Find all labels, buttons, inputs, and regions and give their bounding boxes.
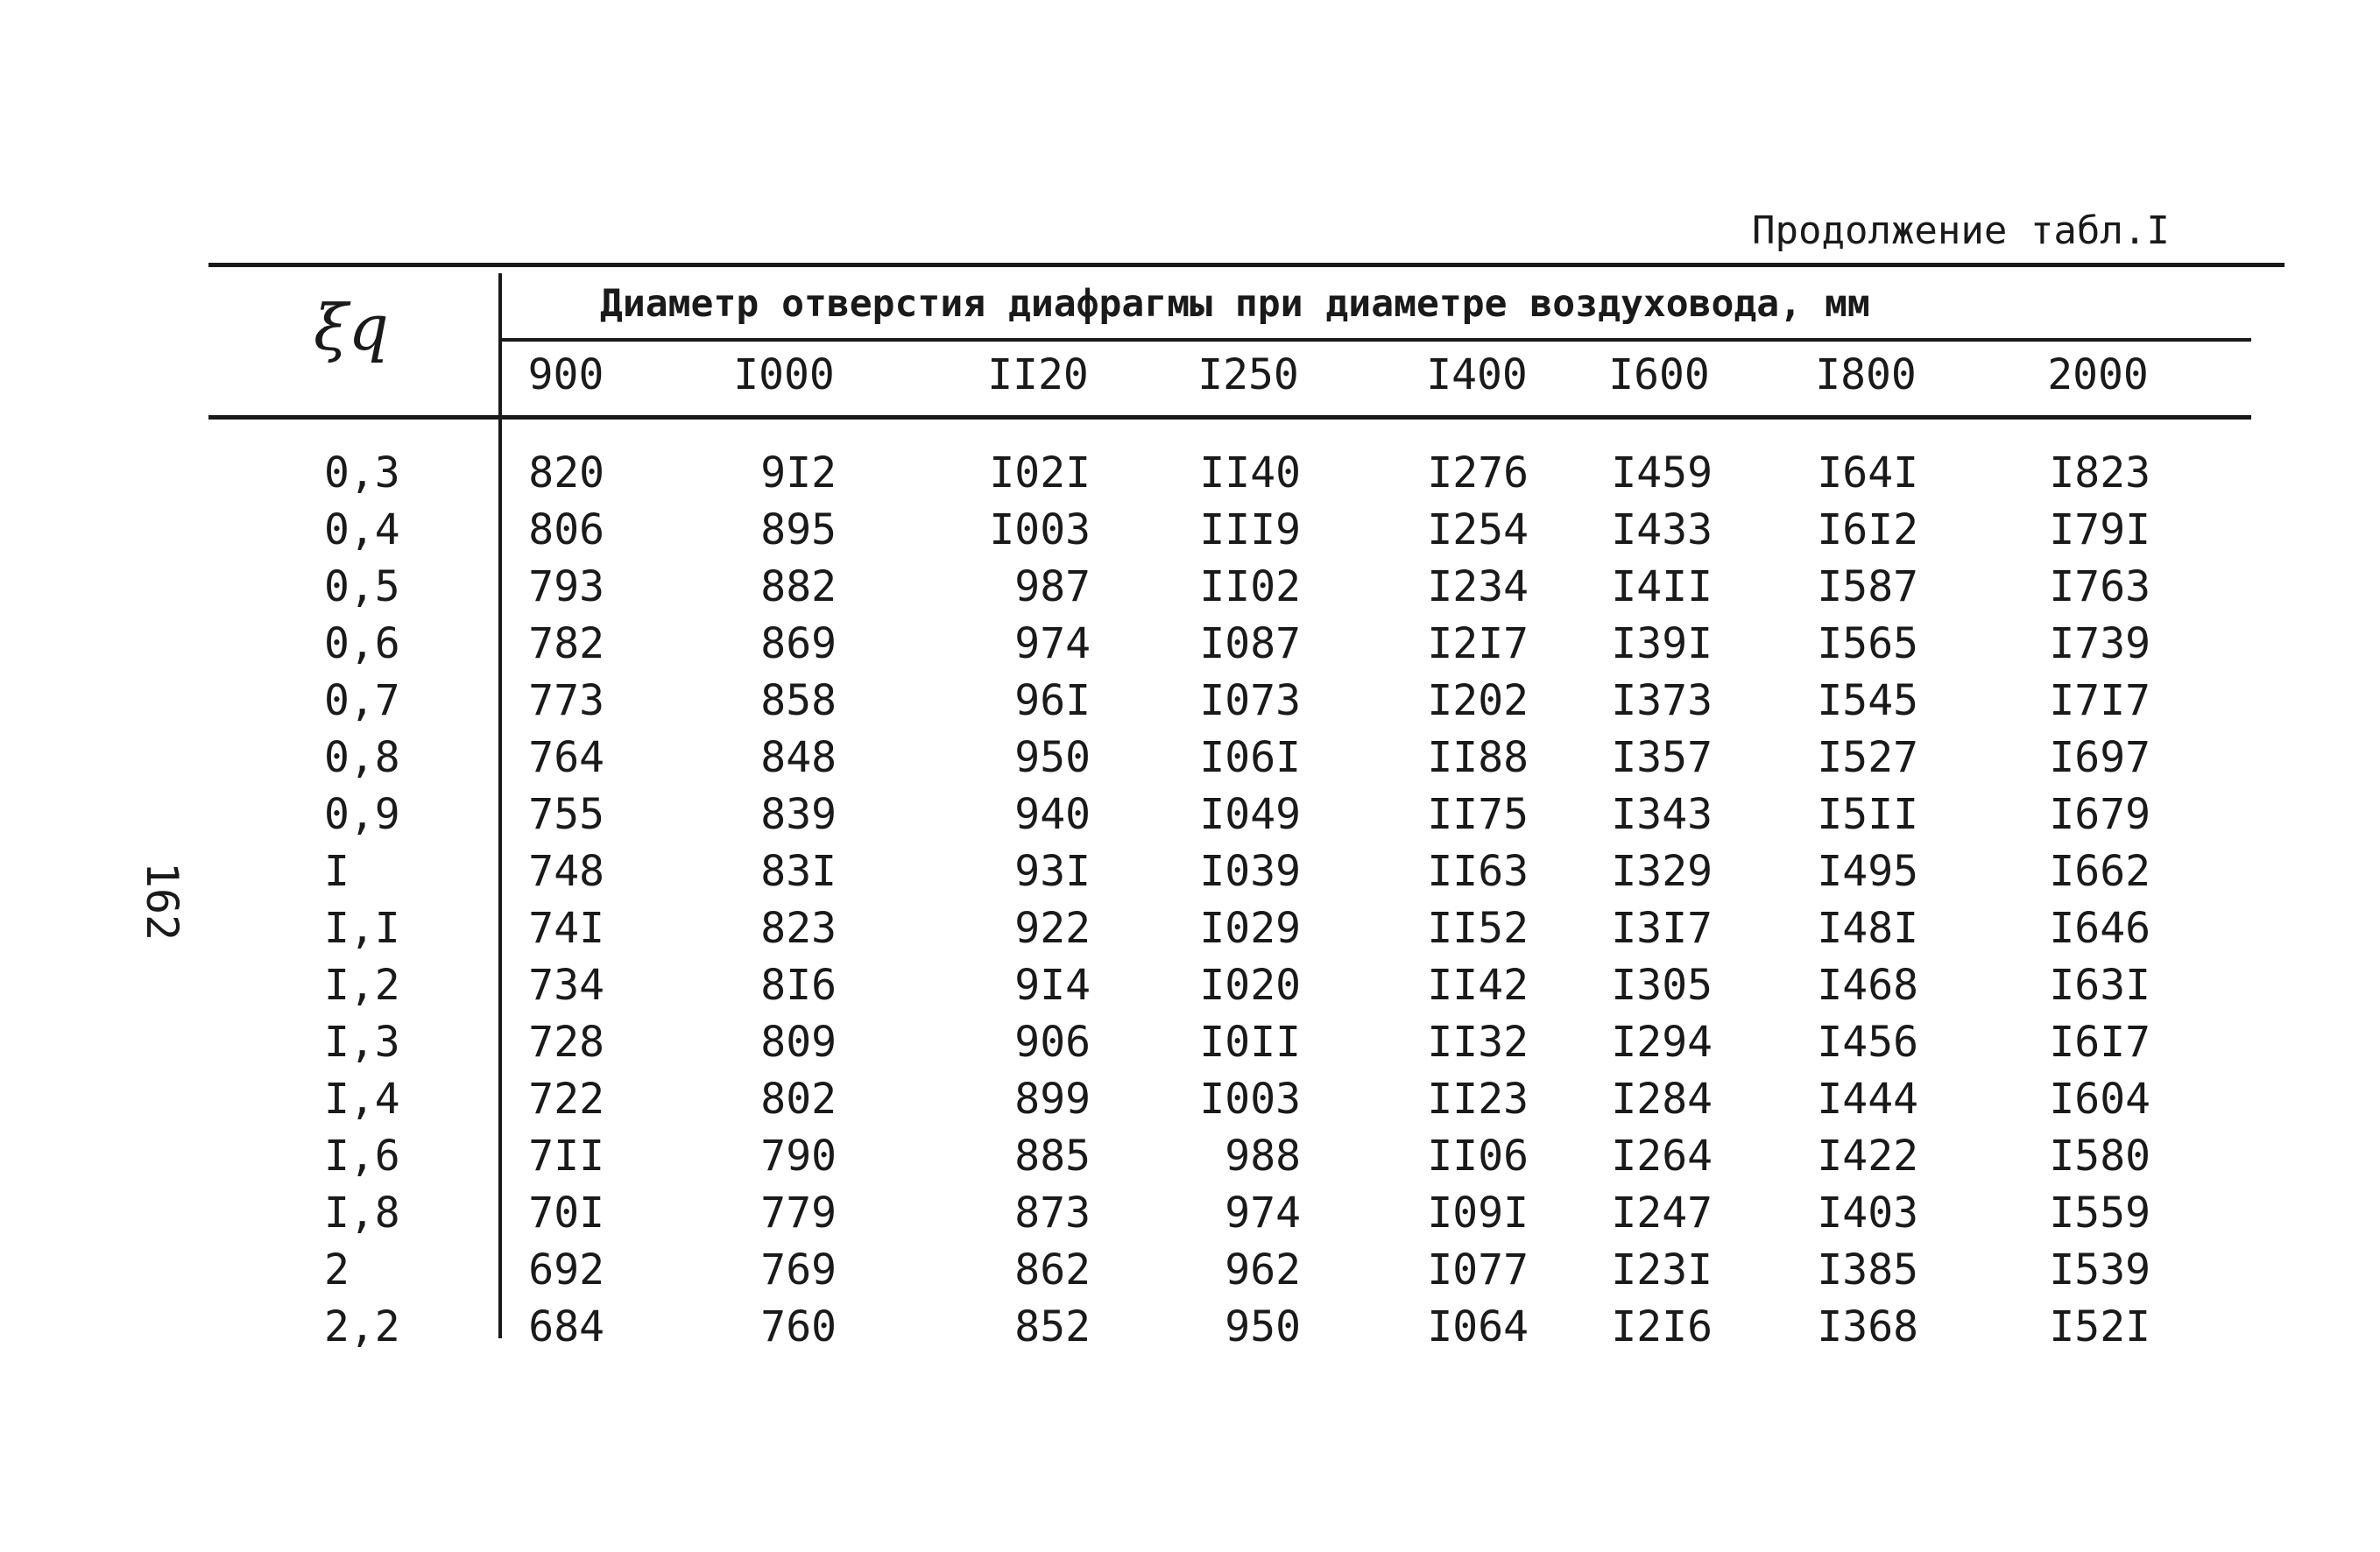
table-cell: I3I7 [1611, 904, 1713, 953]
row-key: 2 [324, 1245, 350, 1295]
table-cell: 8I6 [760, 961, 837, 1010]
row-key: I,3 [324, 1018, 400, 1067]
table-cell: 773 [528, 676, 604, 725]
table-cell: 790 [760, 1132, 837, 1181]
table-cell: I064 [1427, 1302, 1529, 1351]
table-cell: 93I [1014, 847, 1091, 896]
table-row [0, 1301, 2380, 1353]
table-cell: II02 [1199, 562, 1301, 611]
table-cell: 862 [1014, 1245, 1091, 1295]
table-cell: I06I [1199, 733, 1301, 782]
table-cell: 906 [1014, 1018, 1091, 1067]
table-cell: I662 [2049, 847, 2150, 896]
column-header: II20 [987, 350, 1089, 399]
table-cell: I52I [2049, 1302, 2150, 1351]
table-cell: I587 [1817, 562, 1918, 611]
table-cell: I39I [1611, 619, 1713, 668]
table-cell: I234 [1427, 562, 1529, 611]
column-header: I600 [1608, 350, 1710, 399]
table-cell: 869 [760, 619, 837, 668]
table-cell: I495 [1817, 847, 1918, 896]
table-cell: I202 [1427, 676, 1529, 725]
table-cell: II32 [1427, 1018, 1529, 1067]
table-cell: I077 [1427, 1245, 1529, 1295]
table-cell: I357 [1611, 733, 1713, 782]
spanning-header: Диаметр отверстия диафрагмы при диаметре воздуховода, мм [600, 282, 1870, 326]
table-cell: I64I [1817, 448, 1918, 497]
table-cell: 760 [760, 1302, 837, 1351]
table-row [0, 1073, 2380, 1125]
column-header: 900 [527, 350, 604, 399]
table-cell: 950 [1225, 1302, 1301, 1351]
table-cell: I459 [1611, 448, 1713, 497]
header-bottom-rule [208, 415, 2251, 420]
table-row [0, 788, 2380, 841]
table-cell: I073 [1199, 676, 1301, 725]
table-cell: 9I4 [1014, 961, 1091, 1010]
table-cell: II40 [1199, 448, 1301, 497]
table-cell: I559 [2049, 1189, 2150, 1238]
table-cell: 793 [528, 562, 604, 611]
table-cell: I433 [1611, 505, 1713, 554]
table-cell: I003 [989, 505, 1091, 554]
table-cell: 974 [1014, 619, 1091, 668]
table-cell: I580 [2049, 1132, 2150, 1181]
table-cell: I247 [1611, 1189, 1713, 1238]
table-cell: 755 [528, 790, 604, 839]
table-cell: I049 [1199, 790, 1301, 839]
table-cell: II23 [1427, 1075, 1529, 1124]
table-cell: 940 [1014, 790, 1091, 839]
table-cell: I79I [2049, 505, 2150, 554]
table-cell: I385 [1817, 1245, 1918, 1295]
table-row [0, 1016, 2380, 1069]
table-cell: I029 [1199, 904, 1301, 953]
table-cell: II88 [1427, 733, 1529, 782]
header-divider-rule [501, 338, 2251, 342]
table-row [0, 617, 2380, 670]
table-cell: I697 [2049, 733, 2150, 782]
table-cell: I444 [1817, 1075, 1918, 1124]
table-cell: I284 [1611, 1075, 1713, 1124]
table-row [0, 959, 2380, 1012]
table-cell: 848 [760, 733, 837, 782]
table-cell: 839 [760, 790, 837, 839]
table-cell: I403 [1817, 1189, 1918, 1238]
table-cell: 802 [760, 1075, 837, 1124]
column-header: I400 [1426, 350, 1528, 399]
row-key: 0,3 [324, 448, 400, 497]
table-cell: 728 [528, 1018, 604, 1067]
table-cell: 684 [528, 1302, 604, 1351]
table-cell: II75 [1427, 790, 1529, 839]
continuation-label: Продолжение табл.I [1752, 208, 2170, 253]
table-cell: II63 [1427, 847, 1529, 896]
table-cell: I5II [1817, 790, 1918, 839]
table-cell: I294 [1611, 1018, 1713, 1067]
table-cell: 7II [528, 1132, 604, 1181]
table-cell: 74I [528, 904, 604, 953]
table-cell: I539 [2049, 1245, 2150, 1295]
page-number: 162 [137, 861, 188, 942]
table-cell: I020 [1199, 961, 1301, 1010]
row-key: I,I [324, 904, 400, 953]
row-key: I [324, 847, 350, 896]
table-cell: I63I [2049, 961, 2150, 1010]
table-cell: I2I6 [1611, 1302, 1713, 1351]
table-cell: I646 [2049, 904, 2150, 953]
table-cell: 83I [760, 847, 837, 896]
table-row [0, 1130, 2380, 1182]
table-cell: I468 [1817, 961, 1918, 1010]
table-cell: I422 [1817, 1132, 1918, 1181]
table-cell: III9 [1199, 505, 1301, 554]
column-header: I250 [1197, 350, 1299, 399]
table-cell: I305 [1611, 961, 1713, 1010]
table-cell: I6I2 [1817, 505, 1918, 554]
table-cell: I545 [1817, 676, 1918, 725]
column-header: 2000 [2047, 350, 2149, 399]
table-cell: I48I [1817, 904, 1918, 953]
table-cell: I7I7 [2049, 676, 2150, 725]
table-cell: 988 [1225, 1132, 1301, 1181]
table-cell: I604 [2049, 1075, 2150, 1124]
table-cell: 748 [528, 847, 604, 896]
table-cell: I823 [2049, 448, 2150, 497]
row-key: 2,2 [324, 1302, 400, 1351]
table-cell: 858 [760, 676, 837, 725]
table-row [0, 845, 2380, 898]
table-cell: I087 [1199, 619, 1301, 668]
table-cell: I565 [1817, 619, 1918, 668]
row-key: I,4 [324, 1075, 400, 1124]
row-key: I,6 [324, 1132, 400, 1181]
table-cell: II52 [1427, 904, 1529, 953]
table-cell: 922 [1014, 904, 1091, 953]
table-cell: 974 [1225, 1189, 1301, 1238]
table-row [0, 902, 2380, 955]
table-cell: I264 [1611, 1132, 1713, 1181]
table-cell: I4II [1611, 562, 1713, 611]
table-cell: I679 [2049, 790, 2150, 839]
row-key: I,8 [324, 1189, 400, 1238]
table-cell: I6I7 [2049, 1018, 2150, 1067]
table-cell: I276 [1427, 448, 1529, 497]
table-cell: 962 [1225, 1245, 1301, 1295]
table-cell: 809 [760, 1018, 837, 1067]
table-cell: 823 [760, 904, 837, 953]
table-cell: I2I7 [1427, 619, 1529, 668]
table-cell: 70I [528, 1189, 604, 1238]
table-cell: 692 [528, 1245, 604, 1295]
table-cell: 96I [1014, 676, 1091, 725]
table-cell: I039 [1199, 847, 1301, 896]
table-cell: 885 [1014, 1132, 1091, 1181]
table-cell: 722 [528, 1075, 604, 1124]
table-cell: I02I [989, 448, 1091, 497]
table-cell: I343 [1611, 790, 1713, 839]
table-top-rule [208, 263, 2285, 267]
row-key: 0,9 [324, 790, 400, 839]
table-cell: I373 [1611, 676, 1713, 725]
table-cell: 882 [760, 562, 837, 611]
table-cell: I456 [1817, 1018, 1918, 1067]
table-row [0, 1187, 2380, 1239]
table-cell: I254 [1427, 505, 1529, 554]
table-cell: 9I2 [760, 448, 837, 497]
table-row [0, 504, 2380, 556]
table-cell: II06 [1427, 1132, 1529, 1181]
table-cell: I329 [1611, 847, 1713, 896]
table-cell: 987 [1014, 562, 1091, 611]
table-cell: I0II [1199, 1018, 1301, 1067]
table-cell: 873 [1014, 1189, 1091, 1238]
table-row [0, 561, 2380, 613]
table-row [0, 674, 2380, 727]
table-cell: I23I [1611, 1245, 1713, 1295]
row-key: 0,4 [324, 505, 400, 554]
table-cell: I763 [2049, 562, 2150, 611]
table-cell: 806 [528, 505, 604, 554]
table-cell: 899 [1014, 1075, 1091, 1124]
table-cell: 734 [528, 961, 604, 1010]
table-cell: 764 [528, 733, 604, 782]
table-cell: I09I [1427, 1189, 1529, 1238]
table-cell: I739 [2049, 619, 2150, 668]
row-key: 0,6 [324, 619, 400, 668]
table-cell: 852 [1014, 1302, 1091, 1351]
row-key: I,2 [324, 961, 400, 1010]
table-cell: 950 [1014, 733, 1091, 782]
table-cell: 782 [528, 619, 604, 668]
row-header-symbol: ξq [314, 291, 389, 364]
row-key: 0,8 [324, 733, 400, 782]
column-header: I000 [733, 350, 835, 399]
table-cell: 769 [760, 1245, 837, 1295]
table-row [0, 447, 2380, 499]
table-cell: 895 [760, 505, 837, 554]
table-row [0, 731, 2380, 784]
row-key: 0,5 [324, 562, 400, 611]
table-cell: II42 [1427, 961, 1529, 1010]
table-cell: I003 [1199, 1075, 1301, 1124]
table-cell: 820 [528, 448, 604, 497]
row-key: 0,7 [324, 676, 400, 725]
column-header: I800 [1815, 350, 1917, 399]
table-cell: 779 [760, 1189, 837, 1238]
table-row [0, 1244, 2380, 1296]
table-cell: I368 [1817, 1302, 1918, 1351]
table-cell: I527 [1817, 733, 1918, 782]
